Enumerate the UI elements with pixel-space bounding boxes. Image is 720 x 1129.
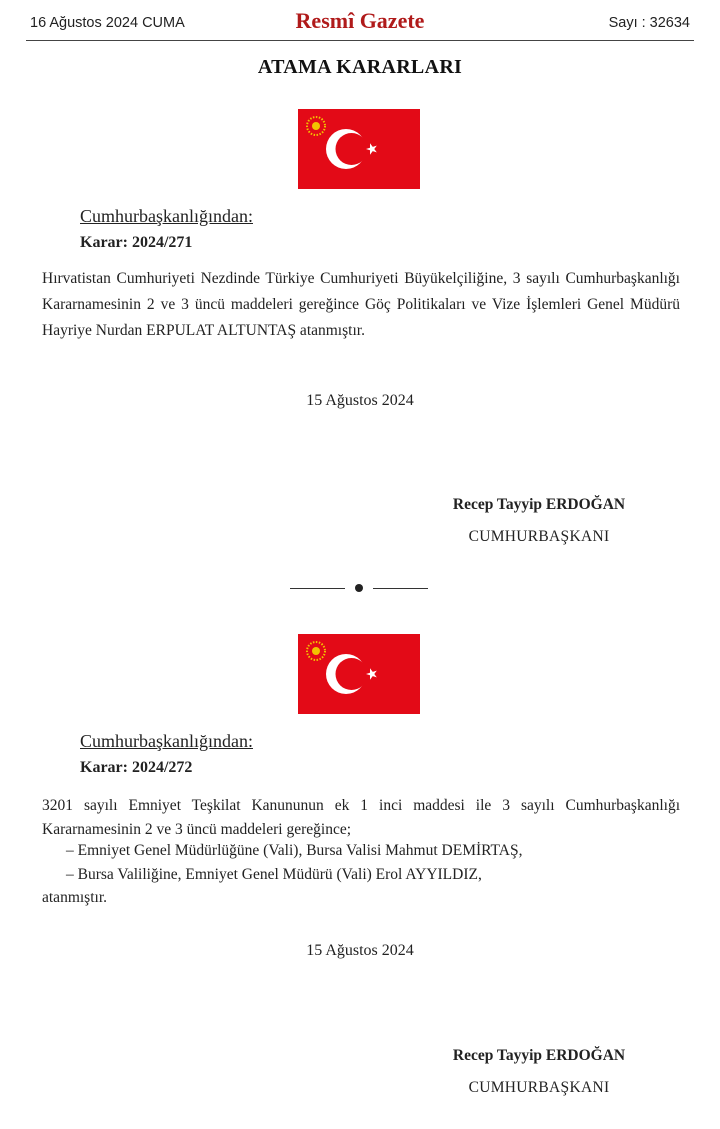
decision-date: 15 Ağustos 2024 [306,392,414,409]
decision-text: Hırvatistan Cumhuriyeti Nezdinde Türkiye Cumhuriyeti Büyükelçiliğine, 3 sayılı Cumhurbaşkanlığı Kararnamesinin 2 ve 3 üncü maddeleri gereğince Göç Politikaları ve Vize İşlemleri Genel Müdürü Hayriye Nurdan ERPULAT ALTUNTAŞ atanmıştır. [42,270,680,339]
signer-title: CUMHURBAŞKANI [468,528,610,545]
separator-dot [355,584,363,592]
decision-text: 3201 sayılı Emniyet Teşkilat Kanununun ek 1 inci maddesi ile 3 sayılı Cumhurbaşkanlığı Kararnamesinin 2 ve 3 üncü maddeleri gereğince; [42,797,680,838]
appointment-item: – Emniyet Genel Müdürlüğüne (Vali), Bursa Valisi Mahmut DEMİRTAŞ, [66,842,523,859]
decision-number: Karar: 2024/272 [80,759,193,776]
appointment-item: – Bursa Valiliğine, Emniyet Genel Müdürü (Vali) Erol AYYILDIZ, [66,866,482,883]
issue-number: Sayı : 32634 [608,15,690,31]
page-title: ATAMA KARARLARI [257,56,463,78]
turkish-flag-image [298,634,420,714]
header-rule [26,40,694,41]
header-date: 16 Ağustos 2024 CUMA [30,15,185,31]
publication-title: Resmî Gazete [295,8,425,33]
closing-text: atanmıştır. [42,889,108,906]
signer-name: Recep Tayyip ERDOĞAN [452,496,626,513]
gazette-header [0,0,720,42]
decision-date: 15 Ağustos 2024 [306,942,414,959]
decision-number: Karar: 2024/271 [80,234,193,251]
section-separator [290,578,430,598]
signer-title: CUMHURBAŞKANI [468,1079,610,1096]
signer-name: Recep Tayyip ERDOĞAN [452,1047,626,1064]
turkish-flag-image [298,109,420,189]
issuer-label: Cumhurbaşkanlığından: [80,206,253,226]
issuer-label: Cumhurbaşkanlığından: [80,731,253,751]
